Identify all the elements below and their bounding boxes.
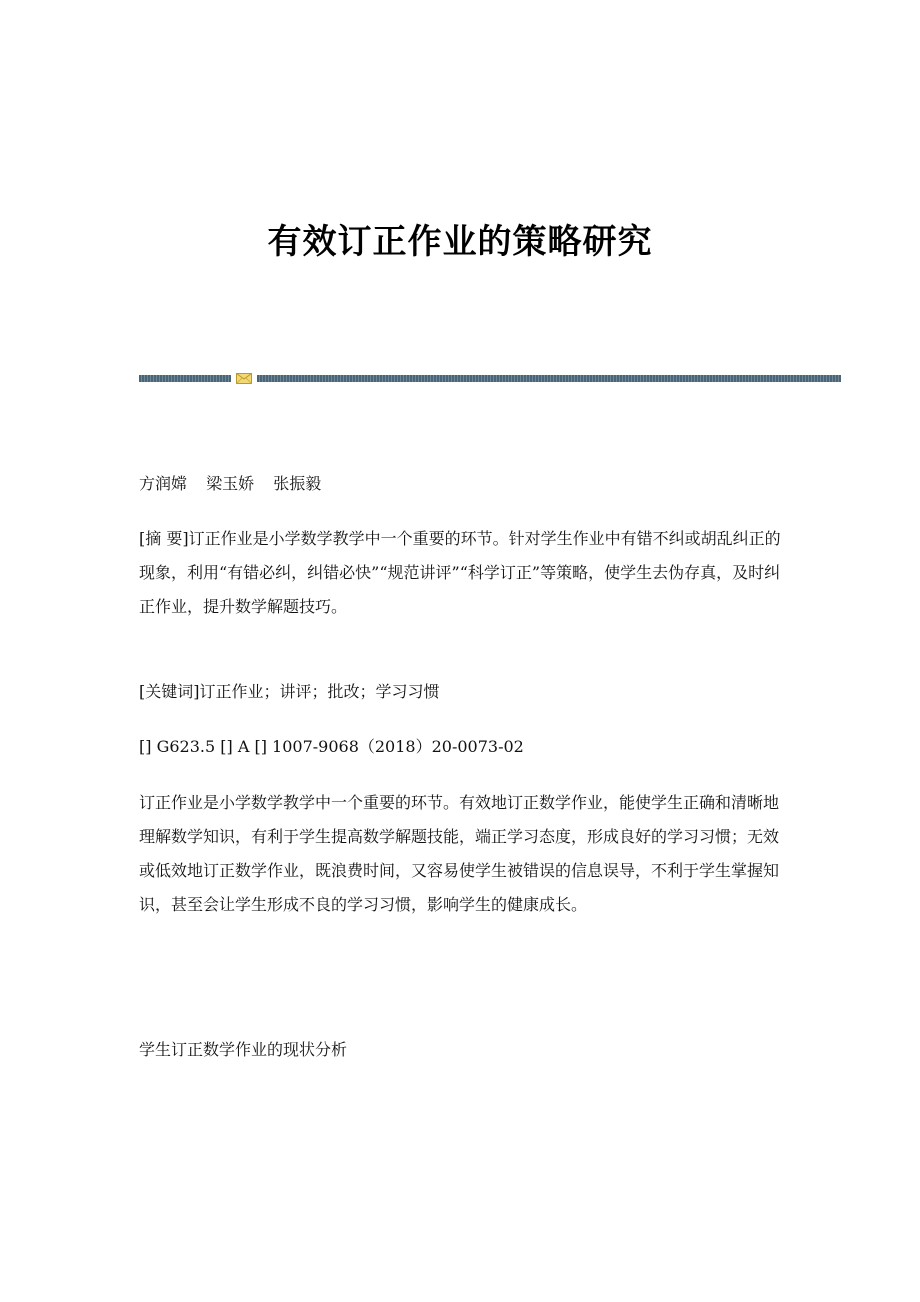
divider-bar-right	[257, 375, 841, 382]
author-name: 张振毅	[273, 474, 322, 493]
intro-paragraph: 订正作业是小学数学教学中一个重要的环节。有效地订正数学作业，能使学生正确和清晰地理解数学知识，有利于学生提高数学解题技能，端正学习态度，形成良好的学习习惯；无效或低效地订正数学作业，既浪费时间，又容易使学生被错误的信息误导，不利于学生掌握知识，甚至会让学生形成不良的学习习惯，影响学生的健康成长。	[139, 793, 780, 914]
author-name: 方润嫦	[139, 474, 188, 493]
author-name: 梁玉娇	[206, 474, 255, 493]
document-title: 有效订正作业的策略研究	[267, 222, 653, 262]
envelope-icon	[236, 373, 252, 384]
abstract-paragraph: [摘 要]订正作业是小学数学教学中一个重要的环节。针对学生作业中有错不纠或胡乱纠正的现象，利用“有错必纠，纠错必快”“规范讲评”“科学订正”等策略，使学生去伪存真，及时纠正作业，提升数学解题技巧。	[139, 529, 781, 616]
author-list	[139, 467, 789, 501]
section-heading: 学生订正数学作业的现状分析	[139, 1040, 348, 1059]
classification-line: [] G623.5 [] A [] 1007-9068（2018）20-0073-02	[139, 737, 524, 756]
divider-bar-left	[139, 375, 231, 382]
title-divider	[139, 373, 841, 384]
keywords-line: [关键词]订正作业；讲评；批改；学习习惯	[139, 682, 440, 701]
